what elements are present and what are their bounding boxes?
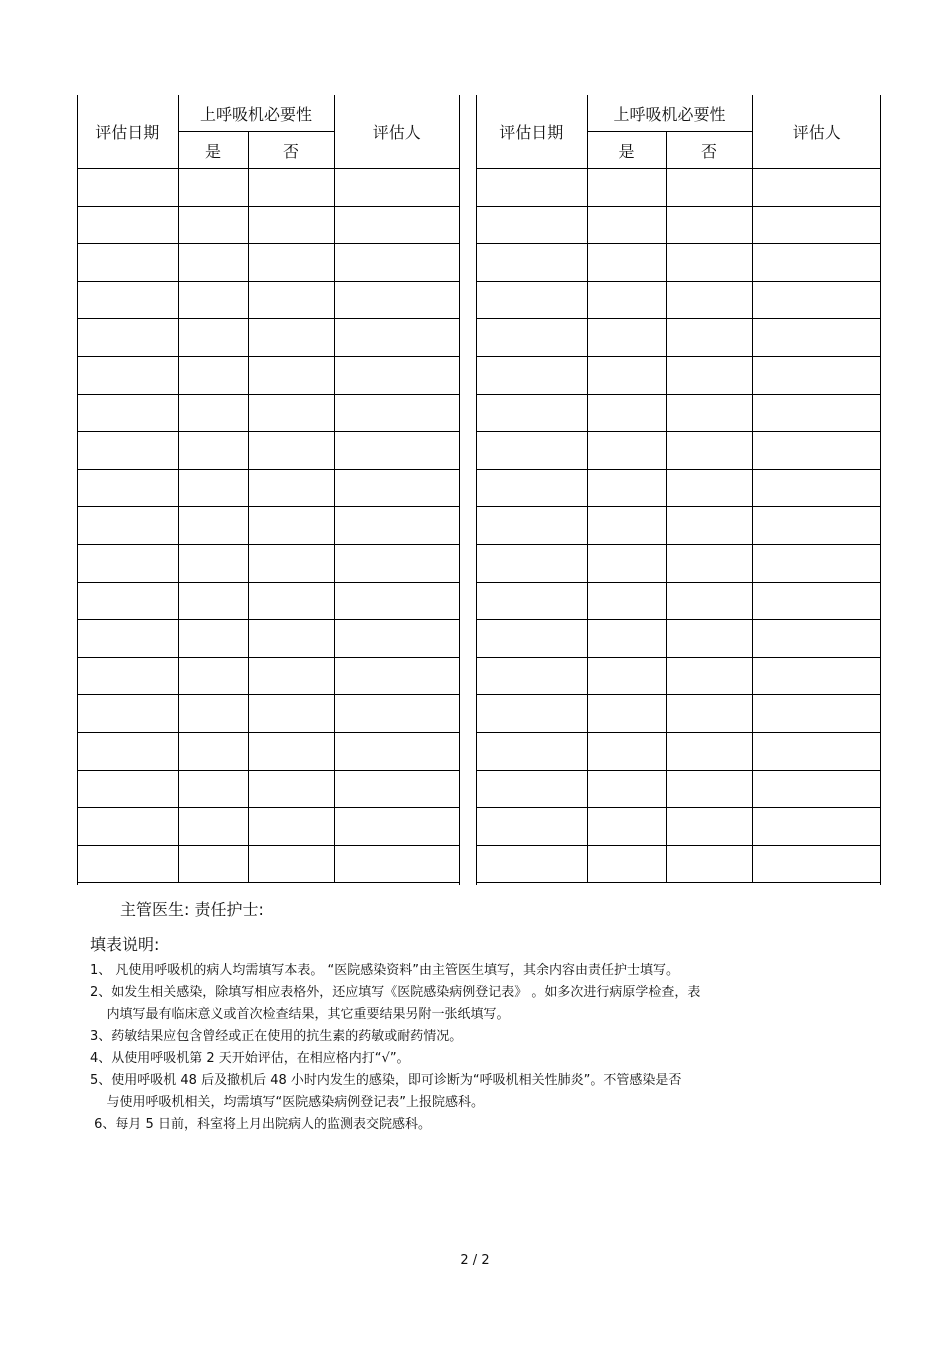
no-cell[interactable] [666,620,752,658]
yes-cell[interactable] [178,206,248,244]
assessor-cell[interactable] [752,356,881,394]
necessity-header: 上呼吸机必要性 [178,95,334,132]
yes-cell[interactable] [178,732,248,770]
assessor-cell[interactable] [334,808,459,846]
yes-cell[interactable] [178,469,248,507]
necessity-header: 上呼吸机必要性 [587,95,752,132]
yes-cell[interactable] [178,657,248,695]
assessor-cell[interactable] [334,319,459,357]
yes-cell[interactable] [178,620,248,658]
yes-cell[interactable] [178,845,248,883]
no-cell[interactable] [666,544,752,582]
assessor-cell[interactable] [752,507,881,545]
yes-cell[interactable] [587,808,666,846]
table-row [476,206,881,244]
table-row [476,507,881,545]
right-table-left-border [476,95,477,885]
table-row [77,808,459,846]
yes-cell[interactable] [587,507,666,545]
table-row [77,695,459,733]
table-row [77,620,459,658]
no-cell[interactable] [248,770,334,808]
yes-cell[interactable] [587,845,666,883]
assessor-cell[interactable] [334,281,459,319]
assessor-cell[interactable] [752,732,881,770]
no-cell[interactable] [248,620,334,658]
yes-cell[interactable] [587,620,666,658]
date-cell[interactable] [77,544,178,582]
date-cell[interactable] [77,732,178,770]
no-cell[interactable] [666,394,752,432]
note-item: 4、从使用呼吸机第 2 天开始评估，在相应格内打“√”。 [90,1051,410,1066]
assessor-header: 评估人 [752,95,881,169]
no-cell[interactable] [248,432,334,470]
assessor-cell[interactable] [334,620,459,658]
no-cell[interactable] [666,657,752,695]
no-cell[interactable] [666,770,752,808]
yes-cell[interactable] [178,507,248,545]
date-cell[interactable] [77,582,178,620]
date-cell[interactable] [77,695,178,733]
left-table-right-border [459,95,460,885]
assessor-cell[interactable] [752,808,881,846]
no-header: 否 [248,132,334,169]
no-cell[interactable] [248,695,334,733]
assessor-cell[interactable] [334,394,459,432]
table-row [476,770,881,808]
table-row [476,695,881,733]
no-cell[interactable] [248,582,334,620]
date-cell[interactable] [77,808,178,846]
yes-cell[interactable] [587,169,666,207]
assessor-cell[interactable] [334,432,459,470]
no-cell[interactable] [666,507,752,545]
table-row [476,169,881,207]
assessor-cell[interactable] [752,695,881,733]
assessor-cell[interactable] [752,394,881,432]
yes-cell[interactable] [587,770,666,808]
date-cell[interactable] [77,394,178,432]
table-row [77,469,459,507]
yes-cell[interactable] [178,695,248,733]
no-cell[interactable] [666,469,752,507]
yes-cell[interactable] [178,808,248,846]
no-cell[interactable] [248,206,334,244]
assessor-cell[interactable] [752,432,881,470]
no-cell[interactable] [666,732,752,770]
no-cell[interactable] [248,732,334,770]
table-row [476,657,881,695]
page-number: 2 / 2 [460,1253,490,1268]
date-header: 评估日期 [476,95,587,169]
yes-cell[interactable] [587,319,666,357]
no-cell[interactable] [666,432,752,470]
left-table-body [77,95,459,883]
assessor-cell[interactable] [334,356,459,394]
date-cell[interactable] [77,319,178,357]
assessor-cell[interactable] [752,544,881,582]
no-cell[interactable] [248,845,334,883]
date-cell[interactable] [476,695,587,733]
note-item: 2、如发生相关感染，除填写相应表格外，还应填写《医院感染病例登记表》 。如多次进行病原学检查，表 [90,985,701,1000]
no-cell[interactable] [666,356,752,394]
date-cell[interactable] [77,432,178,470]
table-row [77,770,459,808]
yes-cell[interactable] [178,770,248,808]
table-row [476,808,881,846]
date-cell[interactable] [476,770,587,808]
yes-cell[interactable] [587,356,666,394]
date-cell[interactable] [77,356,178,394]
yes-cell[interactable] [178,394,248,432]
assessor-cell[interactable] [752,657,881,695]
table-row [77,507,459,545]
date-cell[interactable] [476,356,587,394]
date-cell[interactable] [77,469,178,507]
no-cell[interactable] [248,281,334,319]
table-row [476,845,881,883]
table-row [77,732,459,770]
note-item: 6、每月 5 日前，科室将上月出院病人的监测表交院感科。 [90,1117,431,1132]
date-cell[interactable] [476,732,587,770]
no-cell[interactable] [666,845,752,883]
assessor-cell[interactable] [752,169,881,207]
table-row [476,432,881,470]
table-row [476,319,881,357]
note-item: 与使用呼吸机相关，均需填写“医院感染病例登记表”上报院感科。 [90,1095,484,1110]
table-row [476,544,881,582]
no-cell[interactable] [248,808,334,846]
table-row [476,620,881,658]
right-table-body [476,95,881,883]
no-cell[interactable] [248,394,334,432]
date-cell[interactable] [476,281,587,319]
assessor-cell[interactable] [334,732,459,770]
note-item: 内填写最有临床意义或首次检查结果，其它重要结果另附一张纸填写。 [90,1007,510,1022]
yes-cell[interactable] [587,432,666,470]
notes-list [90,960,700,1136]
date-cell[interactable] [77,507,178,545]
no-cell[interactable] [666,695,752,733]
no-cell[interactable] [666,281,752,319]
date-cell[interactable] [77,770,178,808]
no-cell[interactable] [248,657,334,695]
date-cell[interactable] [476,808,587,846]
yes-cell[interactable] [587,469,666,507]
assessor-cell[interactable] [334,695,459,733]
yes-cell[interactable] [178,544,248,582]
assessor-cell[interactable] [752,620,881,658]
table-row [476,244,881,282]
table-row [77,244,459,282]
table-row [77,544,459,582]
table-row [77,432,459,470]
assessor-cell[interactable] [752,319,881,357]
no-cell[interactable] [666,169,752,207]
no-cell[interactable] [248,469,334,507]
assessor-cell[interactable] [334,507,459,545]
left-table-left-border [77,95,78,885]
date-cell[interactable] [476,206,587,244]
yes-cell[interactable] [178,319,248,357]
date-cell[interactable] [77,169,178,207]
date-cell[interactable] [476,394,587,432]
left-assessment-table [77,95,459,883]
date-cell[interactable] [476,845,587,883]
table-row [77,319,459,357]
yes-cell[interactable] [178,244,248,282]
table-row [77,845,459,883]
table-row [77,657,459,695]
yes-cell[interactable] [178,169,248,207]
no-cell[interactable] [248,319,334,357]
yes-cell[interactable] [587,695,666,733]
table-row [476,469,881,507]
yes-cell[interactable] [178,432,248,470]
yes-cell[interactable] [587,281,666,319]
no-cell[interactable] [666,319,752,357]
yes-cell[interactable] [178,281,248,319]
date-cell[interactable] [77,206,178,244]
yes-cell[interactable] [587,732,666,770]
date-cell[interactable] [77,244,178,282]
assessor-cell[interactable] [334,770,459,808]
no-cell[interactable] [666,582,752,620]
no-cell[interactable] [666,206,752,244]
table-row [77,394,459,432]
assessor-cell[interactable] [752,206,881,244]
date-header: 评估日期 [77,95,178,169]
assessor-cell[interactable] [752,469,881,507]
table-row [77,356,459,394]
table-row [476,356,881,394]
date-cell[interactable] [476,507,587,545]
yes-cell[interactable] [587,244,666,282]
table-row [77,169,459,207]
no-cell[interactable] [248,356,334,394]
table-row [77,206,459,244]
date-cell[interactable] [476,432,587,470]
assessor-cell[interactable] [334,169,459,207]
table-row [476,732,881,770]
assessor-cell[interactable] [334,469,459,507]
date-cell[interactable] [476,469,587,507]
assessor-cell[interactable] [752,281,881,319]
date-cell[interactable] [476,544,587,582]
yes-cell[interactable] [587,206,666,244]
assessor-cell[interactable] [334,244,459,282]
date-cell[interactable] [476,244,587,282]
no-cell[interactable] [248,244,334,282]
table-row [476,281,881,319]
date-cell[interactable] [476,582,587,620]
table-row [77,281,459,319]
assessor-cell[interactable] [752,845,881,883]
signature-line: 主管医生: 责任护士: [120,900,264,919]
no-cell[interactable] [248,507,334,545]
assessor-cell[interactable] [334,544,459,582]
yes-header: 是 [178,132,248,169]
notes-title: 填表说明: [90,935,160,954]
yes-cell[interactable] [178,356,248,394]
assessor-cell[interactable] [334,582,459,620]
assessor-header: 评估人 [334,95,459,169]
note-item: 3、药敏结果应包含曾经或正在使用的抗生素的药敏或耐药情况。 [90,1029,463,1044]
assessor-cell[interactable] [752,770,881,808]
assessor-cell[interactable] [752,582,881,620]
yes-cell[interactable] [587,657,666,695]
yes-cell[interactable] [178,582,248,620]
date-cell[interactable] [77,657,178,695]
note-item: 1、 凡使用呼吸机的病人均需填写本表。 “医院感染资料”由主管医生填写，其余内容由责任护士填写。 [90,963,680,978]
table-row [77,582,459,620]
date-cell[interactable] [77,845,178,883]
assessor-cell[interactable] [334,206,459,244]
assessor-cell[interactable] [334,657,459,695]
right-table-right-border [880,95,881,885]
assessor-cell[interactable] [752,244,881,282]
no-header: 否 [666,132,752,169]
assessor-cell[interactable] [334,845,459,883]
date-cell[interactable] [476,657,587,695]
yes-cell[interactable] [587,394,666,432]
yes-header: 是 [587,132,666,169]
no-cell[interactable] [666,808,752,846]
right-assessment-table [476,95,881,883]
table-row [476,582,881,620]
date-cell[interactable] [476,169,587,207]
no-cell[interactable] [666,244,752,282]
date-cell[interactable] [476,319,587,357]
no-cell[interactable] [248,544,334,582]
date-cell[interactable] [77,281,178,319]
note-item: 5、使用呼吸机 48 后及撤机后 48 小时内发生的感染，即可诊断为“呼吸机相关性肺炎”。不管感染是否 [90,1073,682,1088]
date-cell[interactable] [77,620,178,658]
no-cell[interactable] [248,169,334,207]
yes-cell[interactable] [587,544,666,582]
date-cell[interactable] [476,620,587,658]
table-row [476,394,881,432]
yes-cell[interactable] [587,582,666,620]
